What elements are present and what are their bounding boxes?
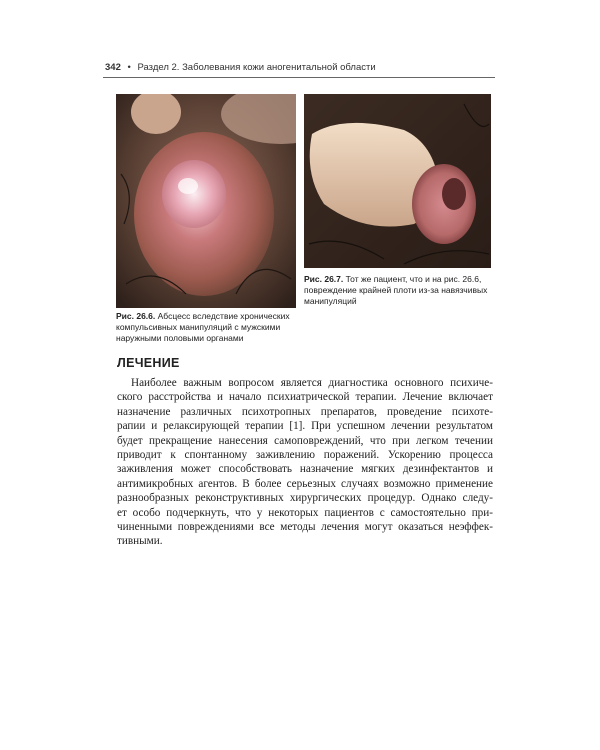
page-number: 342 [105, 62, 121, 73]
body-line: тивными. [117, 535, 163, 548]
figure-26-7-photo [304, 94, 491, 268]
body-line: Наиболее важным вопросом является диагностика основного психиче- [131, 377, 493, 389]
body-line: антимикробных агентов. В более серьезных случаях возможно применение [117, 477, 493, 490]
body-line: ет особо подчеркнуть, что у некоторых пациентов с самостоятельно при- [117, 506, 493, 519]
body-line: заживления может способствовать назначение мягких дезинфектантов и [117, 463, 493, 476]
section-body [117, 376, 493, 549]
header-separator: • [127, 62, 131, 73]
body-line: приводит к спонтанному заживлению поражений. Ускорению процесса [117, 449, 493, 462]
figure-label: Рис. 26.6. [116, 311, 156, 321]
body-line: чиненными повреждениями все методы лечения могут оказаться неэффек- [117, 521, 493, 534]
running-header [105, 62, 495, 76]
header-rule [103, 77, 495, 78]
figure-26-7-caption [304, 274, 492, 307]
figure-26-6-photo [116, 94, 296, 308]
figure-label: Рис. 26.7. [304, 274, 344, 284]
figure-caption-text: Абсцесс вследствие хронических компульсивных манипуляций с мужскими наружными половыми органами [116, 311, 290, 343]
body-line: рапии и релаксирующей терапии [1]. При успешном лечении результатом [117, 420, 493, 433]
running-title: Раздел 2. Заболевания кожи аногенитальной области [137, 62, 376, 73]
body-line: назначение различных психотропных препаратов, проведение психоте- [117, 405, 493, 418]
body-line: будет прекращение нанесения самоповреждений, что при легком течении [117, 434, 493, 447]
body-line: ского расстройства и начало психиатрической терапии. Лечение включает [117, 391, 493, 404]
figure-26-6-caption [116, 311, 296, 344]
body-line: разнообразных реконструктивных хирургических процедур. Однако следу- [117, 492, 493, 505]
section-heading: ЛЕЧЕНИЕ [117, 356, 180, 370]
figure-caption-text: Тот же пациент, что и на рис. 26.6, повреждение крайней плоти из-за навязчивых манипуляций [304, 274, 488, 306]
